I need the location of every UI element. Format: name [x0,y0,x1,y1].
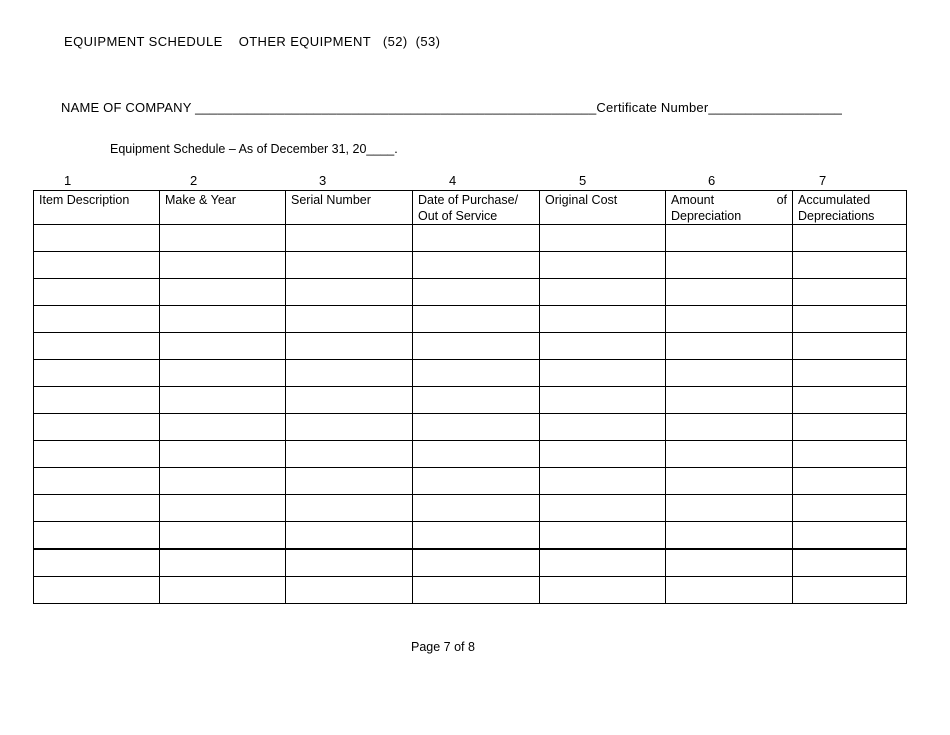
table-cell[interactable] [34,333,160,360]
table-cell[interactable] [286,360,413,387]
table-cell[interactable] [34,468,160,495]
table-cell[interactable] [540,279,666,306]
table-cell[interactable] [540,522,666,550]
table-cell[interactable] [793,441,907,468]
table-cell[interactable] [666,279,793,306]
table-cell[interactable] [413,252,540,279]
equipment-schedule-table [33,190,907,604]
company-name-line: NAME OF COMPANY ______________________________________________________Certificate Number__________________ [61,100,843,115]
table-row [34,387,907,414]
table-row [34,441,907,468]
column-number-7: 7 [819,173,827,188]
table-cell[interactable] [160,333,286,360]
column-number-4: 4 [449,173,457,188]
table-cell[interactable] [160,252,286,279]
table-cell[interactable] [793,252,907,279]
table-cell[interactable] [160,441,286,468]
table-cell[interactable] [666,333,793,360]
header-item-description: Item Description [34,191,160,225]
document-heading: EQUIPMENT SCHEDULE OTHER EQUIPMENT (52) (53) [64,34,441,49]
table-cell[interactable] [160,549,286,577]
table-row [34,468,907,495]
table-cell[interactable] [666,387,793,414]
page-number: Page 7 of 8 [411,640,475,654]
table-cell[interactable] [793,522,907,550]
table-cell[interactable] [286,225,413,252]
table-cell[interactable] [793,279,907,306]
header-date-of-purchase: Date of Purchase/ Out of Service [413,191,540,225]
table-cell[interactable] [286,414,413,441]
table-cell[interactable] [666,225,793,252]
table-cell[interactable] [540,387,666,414]
header-amount-of-depreciation: Amount of Depreciation [666,191,793,225]
column-number-5: 5 [579,173,587,188]
table-cell[interactable] [793,468,907,495]
table-row [34,360,907,387]
table-cell[interactable] [34,387,160,414]
table-cell[interactable] [160,225,286,252]
table-header-row [34,191,907,225]
column-number-1: 1 [64,173,72,188]
column-number-3: 3 [319,173,327,188]
column-number-2: 2 [190,173,198,188]
table-cell[interactable] [286,522,413,550]
table-cell[interactable] [413,522,540,550]
table-cell[interactable] [34,225,160,252]
table-cell[interactable] [793,360,907,387]
table-row [34,333,907,360]
table-cell[interactable] [160,387,286,414]
table-cell[interactable] [540,252,666,279]
table-cell[interactable] [413,414,540,441]
table-cell[interactable] [413,306,540,333]
table-cell[interactable] [413,279,540,306]
table-cell[interactable] [286,306,413,333]
table-cell[interactable] [540,333,666,360]
table-cell[interactable] [34,279,160,306]
table-cell[interactable] [286,441,413,468]
table-cell[interactable] [540,468,666,495]
table-cell[interactable] [793,333,907,360]
header-make-year: Make & Year [160,191,286,225]
table-cell[interactable] [793,414,907,441]
table-row [34,306,907,333]
table-row [34,577,907,604]
table-cell[interactable] [666,414,793,441]
header-original-cost: Original Cost [540,191,666,225]
table-cell[interactable] [666,441,793,468]
table-cell[interactable] [34,360,160,387]
table-cell[interactable] [413,495,540,522]
table-cell[interactable] [666,252,793,279]
table-row [34,549,907,577]
table-cell[interactable] [286,333,413,360]
table-cell[interactable] [286,549,413,577]
table-row [34,225,907,252]
table-cell[interactable] [793,549,907,577]
table-cell[interactable] [413,387,540,414]
table-cell[interactable] [540,306,666,333]
table-cell[interactable] [160,279,286,306]
table-cell[interactable] [34,495,160,522]
table-row [34,522,907,550]
table-row [34,252,907,279]
table-cell[interactable] [413,468,540,495]
table-cell[interactable] [160,360,286,387]
table-cell[interactable] [160,468,286,495]
table-cell[interactable] [160,306,286,333]
table-cell[interactable] [34,549,160,577]
table-cell[interactable] [286,495,413,522]
table-cell[interactable] [160,495,286,522]
table-cell[interactable] [793,225,907,252]
table-cell[interactable] [793,577,907,604]
table-cell[interactable] [793,306,907,333]
table-cell[interactable] [413,577,540,604]
header-accumulated-depreciations: Accumulated Depreciations [793,191,907,225]
table-cell[interactable] [666,495,793,522]
table-cell[interactable] [34,306,160,333]
table-cell[interactable] [666,577,793,604]
table-cell[interactable] [413,225,540,252]
table-cell[interactable] [34,441,160,468]
table-cell[interactable] [286,468,413,495]
table-cell[interactable] [540,495,666,522]
table-cell[interactable] [666,522,793,550]
table-row [34,414,907,441]
table-cell[interactable] [34,414,160,441]
table-cell[interactable] [34,522,160,550]
table-cell[interactable] [413,333,540,360]
table-cell[interactable] [413,441,540,468]
table-cell[interactable] [160,414,286,441]
table-cell[interactable] [34,577,160,604]
table-row [34,495,907,522]
table-cell[interactable] [413,549,540,577]
table-cell[interactable] [540,549,666,577]
table-cell[interactable] [666,306,793,333]
table-cell[interactable] [160,577,286,604]
table-cell[interactable] [540,441,666,468]
table-body [34,225,907,604]
table-row [34,279,907,306]
table-cell[interactable] [413,360,540,387]
table-cell[interactable] [286,387,413,414]
table-cell[interactable] [286,279,413,306]
table-cell[interactable] [34,252,160,279]
table-cell[interactable] [793,495,907,522]
table-cell[interactable] [160,522,286,550]
table-cell[interactable] [666,360,793,387]
table-cell[interactable] [540,360,666,387]
table-cell[interactable] [286,577,413,604]
table-cell[interactable] [286,252,413,279]
table-cell[interactable] [540,414,666,441]
table-cell[interactable] [540,225,666,252]
table-cell[interactable] [666,468,793,495]
table-cell[interactable] [793,387,907,414]
table-cell[interactable] [666,549,793,577]
table-cell[interactable] [540,577,666,604]
header-serial-number: Serial Number [286,191,413,225]
schedule-date-line: Equipment Schedule – As of December 31, 20____. [110,142,398,156]
column-number-6: 6 [708,173,716,188]
